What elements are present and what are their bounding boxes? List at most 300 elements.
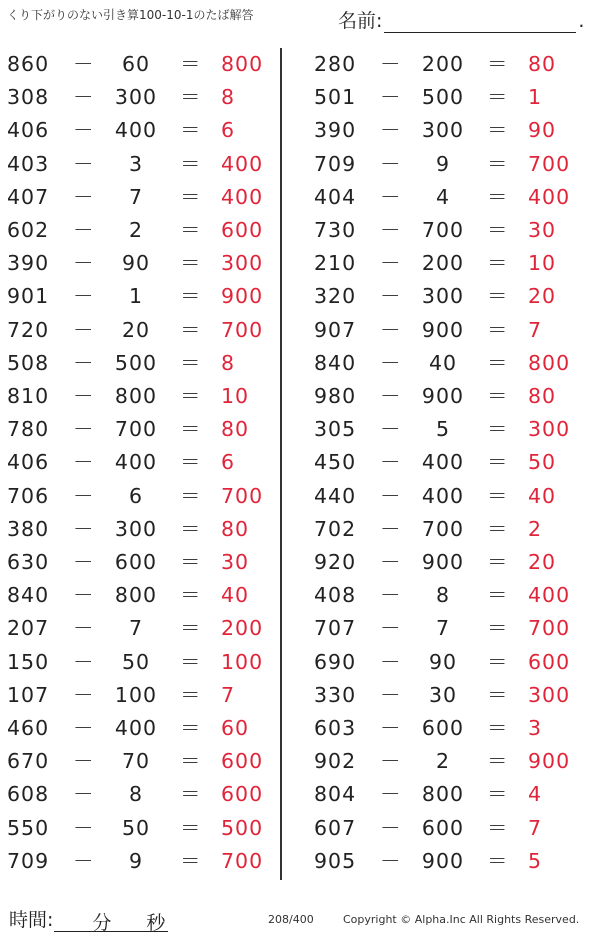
minuend: 460 [7, 716, 50, 740]
column-divider [280, 48, 282, 880]
name-field[interactable] [338, 6, 584, 33]
subtrahend: 7 [435, 616, 451, 641]
problem-row [307, 347, 587, 380]
problem-row [0, 546, 280, 579]
equals-sign: ＝ [487, 749, 508, 774]
minus-sign: － [73, 616, 94, 641]
minuend: 602 [7, 218, 50, 242]
minus-sign: － [73, 716, 94, 740]
answer: 800 [528, 350, 571, 375]
answer: 4 [528, 782, 543, 807]
answer: 600 [221, 782, 264, 807]
subtrahend: 700 [421, 516, 465, 541]
problem-row [307, 214, 587, 247]
subtrahend: 800 [114, 583, 158, 608]
problem-row [307, 579, 587, 612]
problem-row [0, 280, 280, 313]
minuend: 860 [7, 52, 50, 76]
subtrahend: 200 [421, 52, 465, 76]
subtrahend: 700 [421, 218, 465, 242]
answer: 80 [528, 52, 557, 76]
answer: 90 [528, 118, 557, 143]
name-underline[interactable] [384, 12, 576, 33]
subtrahend: 2 [128, 218, 144, 242]
equals-sign: ＝ [180, 118, 201, 143]
equals-sign: ＝ [487, 550, 508, 574]
equals-sign: ＝ [180, 682, 201, 707]
minus-sign: － [73, 350, 94, 375]
problem-row [0, 81, 280, 114]
answer: 900 [528, 749, 571, 774]
minus-sign: － [380, 85, 401, 110]
subtrahend: 50 [121, 815, 151, 840]
minuend: 720 [7, 317, 50, 342]
minuend: 780 [7, 417, 50, 442]
subtrahend: 2 [435, 749, 451, 774]
answer: 500 [221, 815, 264, 840]
subtrahend: 700 [114, 417, 158, 442]
minuend: 210 [314, 251, 357, 276]
subtrahend: 400 [114, 716, 158, 740]
minuend: 320 [314, 284, 357, 309]
answer: 400 [221, 151, 264, 176]
equals-sign: ＝ [487, 483, 508, 508]
answer: 900 [221, 284, 264, 309]
answer: 400 [221, 184, 264, 209]
subtrahend: 40 [428, 350, 458, 375]
problem-row [0, 745, 280, 778]
minus-sign: － [380, 350, 401, 375]
equals-sign: ＝ [180, 749, 201, 774]
minus-sign: － [73, 384, 94, 408]
equals-sign: ＝ [180, 384, 201, 408]
answer: 400 [528, 583, 571, 608]
equals-sign: ＝ [487, 350, 508, 375]
subtrahend: 4 [435, 184, 451, 209]
minuend: 709 [7, 848, 50, 873]
minus-sign: － [380, 516, 401, 541]
equals-sign: ＝ [487, 516, 508, 541]
problem-row [0, 48, 280, 81]
equals-sign: ＝ [180, 317, 201, 342]
answer: 600 [221, 749, 264, 774]
answer: 80 [528, 384, 557, 408]
minuend: 707 [314, 616, 357, 641]
answer: 2 [528, 516, 543, 541]
minus-sign: － [73, 483, 94, 508]
problem-row [307, 48, 587, 81]
minus-sign: － [380, 682, 401, 707]
answer: 400 [528, 184, 571, 209]
problem-row [0, 646, 280, 679]
minus-sign: － [380, 251, 401, 276]
answer: 100 [221, 649, 264, 674]
problem-row [0, 612, 280, 645]
minus-sign: － [380, 483, 401, 508]
subtrahend: 9 [435, 151, 451, 176]
copyright-notice: Copyright © Alpha.Inc All Rights Reserved. [343, 913, 580, 926]
minuend: 408 [314, 583, 357, 608]
minus-sign: － [380, 450, 401, 475]
minuend: 406 [7, 450, 50, 475]
minus-sign: － [380, 815, 401, 840]
minus-sign: － [73, 516, 94, 541]
answer: 40 [221, 583, 250, 608]
minuend: 603 [314, 716, 357, 740]
problem-row [0, 778, 280, 811]
equals-sign: ＝ [487, 716, 508, 740]
minus-sign: － [73, 815, 94, 840]
subtrahend: 300 [114, 516, 158, 541]
subtrahend: 8 [435, 583, 451, 608]
answer: 200 [221, 616, 264, 641]
equals-sign: ＝ [180, 516, 201, 541]
minuend: 390 [314, 118, 357, 143]
answer: 80 [221, 417, 250, 442]
subtrahend: 6 [128, 483, 144, 508]
subtrahend: 90 [428, 649, 458, 674]
equals-sign: ＝ [487, 284, 508, 309]
minus-sign: － [380, 151, 401, 176]
minuend: 902 [314, 749, 357, 774]
problem-row [307, 778, 587, 811]
minuend: 107 [7, 682, 50, 707]
subtrahend: 90 [121, 251, 151, 276]
subtrahend: 60 [121, 52, 151, 76]
subtrahend: 1 [128, 284, 144, 309]
minuend: 390 [7, 251, 50, 276]
problem-row [0, 845, 280, 878]
answer: 30 [221, 550, 250, 574]
answer: 40 [528, 483, 557, 508]
minus-sign: － [380, 218, 401, 242]
equals-sign: ＝ [180, 848, 201, 873]
minuend: 920 [314, 550, 357, 574]
answer: 300 [528, 682, 571, 707]
subtrahend: 900 [421, 384, 465, 408]
minus-sign: － [380, 782, 401, 807]
subtrahend: 900 [421, 550, 465, 574]
answer: 300 [528, 417, 571, 442]
answer: 5 [528, 848, 543, 873]
subtrahend: 800 [114, 384, 158, 408]
equals-sign: ＝ [180, 616, 201, 641]
subtrahend: 500 [421, 85, 465, 110]
answer: 6 [221, 118, 236, 143]
minuend: 308 [7, 85, 50, 110]
problem-row [307, 380, 587, 413]
problem-row [0, 114, 280, 147]
minus-sign: － [73, 682, 94, 707]
answer: 80 [221, 516, 250, 541]
answer: 60 [221, 716, 250, 740]
minus-sign: － [380, 317, 401, 342]
subtrahend: 600 [421, 716, 465, 740]
equals-sign: ＝ [487, 782, 508, 807]
minus-sign: － [380, 384, 401, 408]
answer: 50 [528, 450, 557, 475]
subtrahend: 900 [421, 848, 465, 873]
minuend: 901 [7, 284, 50, 309]
minuend: 403 [7, 151, 50, 176]
problem-row [0, 181, 280, 214]
minus-sign: － [380, 616, 401, 641]
equals-sign: ＝ [180, 151, 201, 176]
problem-row [307, 280, 587, 313]
minuend: 280 [314, 52, 357, 76]
subtrahend: 600 [421, 815, 465, 840]
minus-sign: － [73, 782, 94, 807]
answer: 700 [528, 151, 571, 176]
answer: 700 [528, 616, 571, 641]
problem-row [0, 480, 280, 513]
problem-row [307, 247, 587, 280]
subtrahend: 800 [421, 782, 465, 807]
minuend: 440 [314, 483, 357, 508]
minus-sign: － [73, 251, 94, 276]
equals-sign: ＝ [180, 184, 201, 209]
problem-row [0, 513, 280, 546]
minus-sign: － [73, 749, 94, 774]
equals-sign: ＝ [180, 450, 201, 475]
answer: 600 [221, 218, 264, 242]
problem-row [307, 612, 587, 645]
problem-row [0, 446, 280, 479]
minus-sign: － [380, 848, 401, 873]
time-underline[interactable] [54, 907, 168, 932]
problem-row [0, 679, 280, 712]
answer: 3 [528, 716, 543, 740]
equals-sign: ＝ [487, 450, 508, 475]
minuend: 702 [314, 516, 357, 541]
minus-sign: － [73, 550, 94, 574]
minus-sign: － [73, 317, 94, 342]
minuend: 404 [314, 184, 357, 209]
equals-sign: ＝ [180, 782, 201, 807]
name-end-mark: . [578, 10, 585, 32]
subtrahend: 200 [421, 251, 465, 276]
minus-sign: － [73, 848, 94, 873]
equals-sign: ＝ [487, 848, 508, 873]
subtrahend: 9 [128, 848, 144, 873]
problem-row [0, 347, 280, 380]
subtrahend: 300 [114, 85, 158, 110]
minuend: 550 [7, 815, 50, 840]
answer: 8 [221, 85, 236, 110]
equals-sign: ＝ [180, 815, 201, 840]
answer: 7 [528, 815, 543, 840]
subtrahend: 70 [121, 749, 151, 774]
problem-row [307, 646, 587, 679]
minuend: 630 [7, 550, 50, 574]
equals-sign: ＝ [180, 85, 201, 110]
subtrahend: 300 [421, 284, 465, 309]
problem-row [0, 579, 280, 612]
subtrahend: 5 [435, 417, 451, 442]
subtrahend: 50 [121, 649, 151, 674]
minuend: 840 [314, 350, 357, 375]
equals-sign: ＝ [487, 151, 508, 176]
subtrahend: 400 [421, 450, 465, 475]
minuend: 305 [314, 417, 357, 442]
minus-sign: － [380, 284, 401, 309]
equals-sign: ＝ [487, 317, 508, 342]
minuend: 150 [7, 649, 50, 674]
equals-sign: ＝ [180, 649, 201, 674]
minus-sign: － [73, 184, 94, 209]
equals-sign: ＝ [180, 417, 201, 442]
subtrahend: 500 [114, 350, 158, 375]
subtrahend: 400 [114, 118, 158, 143]
minus-sign: － [380, 749, 401, 774]
equals-sign: ＝ [180, 218, 201, 242]
problem-row [307, 745, 587, 778]
minuend: 670 [7, 749, 50, 774]
equals-sign: ＝ [487, 583, 508, 608]
minus-sign: － [73, 151, 94, 176]
minutes-label: 分 [92, 912, 112, 934]
equals-sign: ＝ [180, 284, 201, 309]
subtrahend: 8 [128, 782, 144, 807]
subtrahend: 7 [128, 616, 144, 641]
equals-sign: ＝ [487, 251, 508, 276]
minuend: 380 [7, 516, 50, 541]
problem-row [307, 446, 587, 479]
equals-sign: ＝ [180, 52, 201, 76]
problem-row [307, 679, 587, 712]
problem-row [307, 114, 587, 147]
problem-row [307, 513, 587, 546]
minus-sign: － [380, 417, 401, 442]
answer: 600 [528, 649, 571, 674]
problem-row [0, 314, 280, 347]
answer: 10 [528, 251, 557, 276]
time-label: 時間: [9, 909, 54, 931]
subtrahend: 400 [114, 450, 158, 475]
answer: 20 [528, 550, 557, 574]
minuend: 406 [7, 118, 50, 143]
answer: 300 [221, 251, 264, 276]
minus-sign: － [73, 85, 94, 110]
minuend: 810 [7, 384, 50, 408]
answer: 800 [221, 52, 264, 76]
equals-sign: ＝ [180, 483, 201, 508]
answer: 700 [221, 483, 264, 508]
minuend: 804 [314, 782, 357, 807]
answer: 1 [528, 85, 543, 110]
problem-row [0, 148, 280, 181]
name-label: 名前: [338, 10, 383, 32]
minuend: 980 [314, 384, 357, 408]
subtrahend: 900 [421, 317, 465, 342]
problem-row [307, 181, 587, 214]
minuend: 207 [7, 616, 50, 641]
subtrahend: 600 [114, 550, 158, 574]
minus-sign: － [380, 118, 401, 143]
minuend: 508 [7, 350, 50, 375]
equals-sign: ＝ [180, 550, 201, 574]
equals-sign: ＝ [180, 716, 201, 740]
equals-sign: ＝ [487, 52, 508, 76]
problem-row [0, 812, 280, 845]
equals-sign: ＝ [487, 184, 508, 209]
equals-sign: ＝ [487, 682, 508, 707]
minus-sign: － [380, 649, 401, 674]
equals-sign: ＝ [487, 649, 508, 674]
answer: 8 [221, 350, 236, 375]
equals-sign: ＝ [487, 118, 508, 143]
minus-sign: － [380, 184, 401, 209]
answer: 7 [528, 317, 543, 342]
subtrahend: 300 [421, 118, 465, 143]
minuend: 840 [7, 583, 50, 608]
minuend: 330 [314, 682, 357, 707]
problem-row [307, 712, 587, 745]
problem-row [307, 413, 587, 446]
minuend: 607 [314, 815, 357, 840]
minus-sign: － [73, 583, 94, 608]
minus-sign: － [380, 716, 401, 740]
page-number: 208/400 [268, 913, 314, 926]
answer: 30 [528, 218, 557, 242]
equals-sign: ＝ [180, 251, 201, 276]
minuend: 608 [7, 782, 50, 807]
subtrahend: 3 [128, 151, 144, 176]
minuend: 709 [314, 151, 357, 176]
equals-sign: ＝ [487, 218, 508, 242]
minuend: 690 [314, 649, 357, 674]
subtrahend: 30 [428, 682, 458, 707]
minuend: 907 [314, 317, 357, 342]
time-field [9, 905, 168, 932]
equals-sign: ＝ [487, 616, 508, 641]
answer: 700 [221, 317, 264, 342]
answer: 6 [221, 450, 236, 475]
problem-row [0, 712, 280, 745]
subtrahend: 400 [421, 483, 465, 508]
problem-row [307, 812, 587, 845]
minus-sign: － [380, 52, 401, 76]
subtrahend: 7 [128, 184, 144, 209]
equals-sign: ＝ [487, 85, 508, 110]
problem-row [307, 81, 587, 114]
minuend: 730 [314, 218, 357, 242]
subtrahend: 100 [114, 682, 158, 707]
problem-row [307, 314, 587, 347]
minus-sign: － [380, 550, 401, 574]
equals-sign: ＝ [487, 417, 508, 442]
minus-sign: － [380, 583, 401, 608]
minuend: 706 [7, 483, 50, 508]
minus-sign: － [73, 450, 94, 475]
minuend: 501 [314, 85, 357, 110]
problem-row [307, 845, 587, 878]
problem-row [307, 546, 587, 579]
problem-row [307, 480, 587, 513]
minus-sign: － [73, 118, 94, 143]
minus-sign: － [73, 284, 94, 309]
minus-sign: － [73, 52, 94, 76]
answer: 7 [221, 682, 236, 707]
minus-sign: － [73, 649, 94, 674]
answer: 10 [221, 384, 250, 408]
minuend: 407 [7, 184, 50, 209]
equals-sign: ＝ [180, 350, 201, 375]
subtrahend: 20 [121, 317, 151, 342]
equals-sign: ＝ [180, 583, 201, 608]
answer: 700 [221, 848, 264, 873]
minuend: 905 [314, 848, 357, 873]
